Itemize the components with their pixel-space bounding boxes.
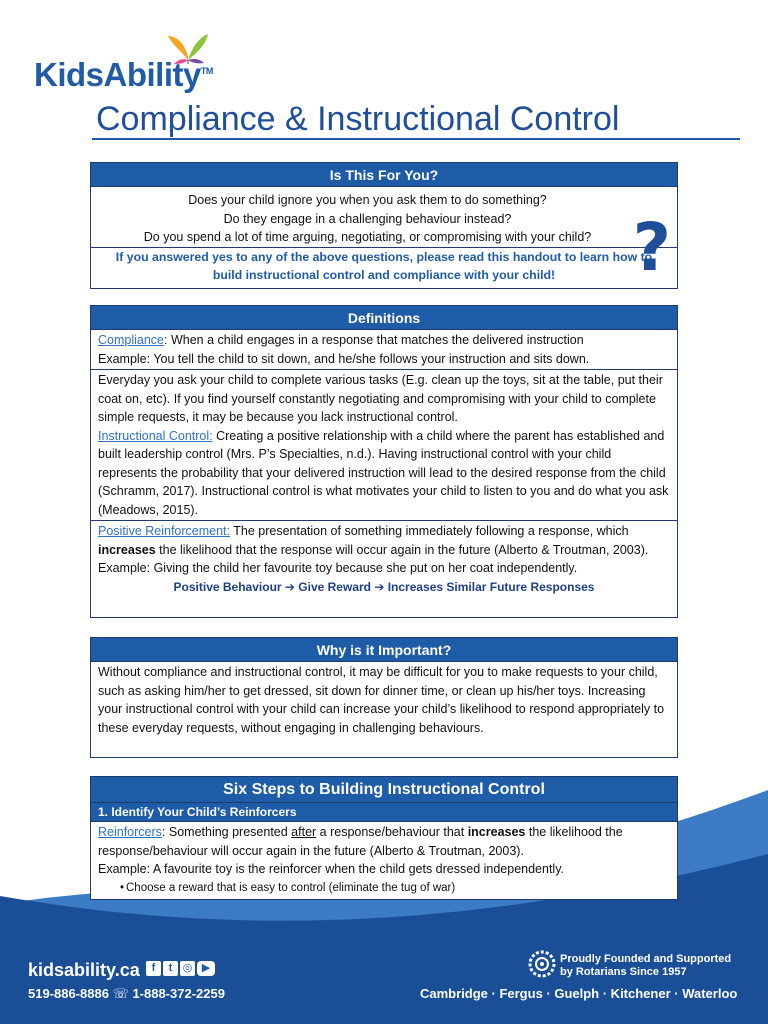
reinforcers-bold: increases: [467, 825, 526, 839]
pr-def-bold: increases: [98, 542, 156, 557]
bullet-text: Choose a reward that is easy to control (eliminate the tug of war): [126, 881, 456, 894]
reinforcers-example: Example: A favourite toy is the reinforcer when the child gets dressed independently.: [98, 862, 565, 876]
intro-section: [90, 162, 678, 289]
instructional-control-definition: [91, 369, 677, 520]
footer-phone: 519-886-8886 ☏ 1-888-372-2259: [28, 986, 225, 1001]
step1-heading: 1. Identify Your Child’s Reinforcers: [91, 803, 677, 822]
importance-section: [90, 637, 678, 758]
bullet-icon: •: [120, 881, 125, 894]
facebook-icon[interactable]: f: [146, 961, 161, 976]
intro-question-2: Do they engage in a challenging behaviour instead?: [223, 211, 512, 226]
pr-def-text-a: The presentation of something immediately following a response, which: [230, 524, 629, 538]
reinforcers-definition: [91, 822, 677, 898]
instructional-control-term: Instructional Control:: [98, 428, 213, 443]
intro-question-3: Do you spend a lot of time arguing, negotiating, or compromising with your child?: [143, 230, 592, 244]
reinforcer-bullet: [98, 879, 670, 898]
pr-example: Example: Giving the child her favourite toy because she put on her coat independently.: [98, 561, 578, 575]
footer-website[interactable]: kidsability.ca: [28, 960, 140, 980]
compliance-term: Compliance: [98, 333, 165, 347]
reinforcers-text-c: the likelihood the response/behaviour will occur again in the future (Alberto & Troutman, 2003).: [98, 825, 623, 858]
definitions-heading: Definitions: [91, 306, 677, 330]
question-mark-icon: ?: [632, 209, 671, 286]
reinforcers-term: Reinforcers: [98, 825, 162, 839]
definitions-section: [90, 305, 678, 618]
intro-question-1: Does your child ignore you when you ask them to do something?: [188, 193, 547, 207]
title-underline: [92, 138, 740, 140]
positive-reinforcement-term: Positive Reinforcement:: [98, 524, 231, 538]
intro-body: [91, 187, 677, 285]
everyday-text: Everyday you ask your child to complete various tasks (E.g. clean up the toys, sit at the table, put their coat on, etc). If you find yourself constantly negotiating and compromising with your child to complete simple requests, it may be because you lack instructional control.: [98, 373, 663, 424]
rotary-line-2: by Rotarians Since 1957: [560, 966, 687, 978]
reinforcers-text-b: a response/behaviour that: [316, 825, 468, 839]
steps-section: [90, 776, 678, 900]
intro-heading: Is This For You?: [91, 163, 677, 187]
instagram-icon[interactable]: ◎: [180, 961, 195, 976]
rotary-wheel-icon: [528, 950, 556, 978]
compliance-def-text: : When a child engages in a response that matches the delivered instruction: [164, 333, 584, 347]
trademark: TM: [200, 66, 213, 76]
compliance-example: Example: You tell the child to sit down, and he/she follows your instruction and sits down.: [98, 351, 590, 366]
instructional-control-def-text: Creating a positive relationship with a child where the parent has established and built leadership control (Mrs. P’s Specialties, n.d.). Having instructional control with your child represents the probability that your delivered instruction will lead to the desired response from the child (Schramm, 2017). Instructional control is what motivates your child to listen to you and do what you ask (Meadows, 2015).: [98, 428, 669, 517]
reinforcers-text-a: : Something presented: [161, 825, 292, 839]
intro-callout: If you answered yes to any of the above questions, please read this handout to learn how to build instructional control and compliance with your child!: [91, 247, 677, 285]
page-title: Compliance & Instructional Control: [96, 100, 620, 138]
positive-reinforcement-definition: [91, 520, 677, 597]
logo-wordmark: KidsAbility: [34, 56, 201, 93]
importance-heading: Why is it Important?: [91, 638, 677, 662]
twitter-icon[interactable]: t: [163, 961, 178, 976]
pr-def-text-b: the likelihood that the response will occur again in the future (Alberto & Troutman, 2003).: [155, 542, 649, 557]
reinforcers-after: after: [291, 825, 317, 839]
rotary-line-1: Proudly Founded and Supported: [560, 953, 732, 965]
footer-cities: Cambridge · Fergus · Guelph · Kitchener · Waterloo: [420, 986, 738, 1001]
compliance-definition: [91, 330, 677, 369]
pr-chain: Positive Behaviour ➔ Give Reward ➔ Increases Similar Future Responses: [173, 579, 595, 594]
steps-heading: Six Steps to Building Instructional Control: [91, 777, 677, 803]
youtube-icon[interactable]: ▶: [197, 961, 215, 976]
importance-body: Without compliance and instructional control, it may be difficult for you to make requests to your child, such as asking him/her to get dressed, sit down for dinner time, or clean up his/her toys. Increasing your instructional control with your child can increase your child’s likelihood to respond appropriately to these everyday requests, without engaging in challenging behaviours.: [98, 665, 665, 735]
